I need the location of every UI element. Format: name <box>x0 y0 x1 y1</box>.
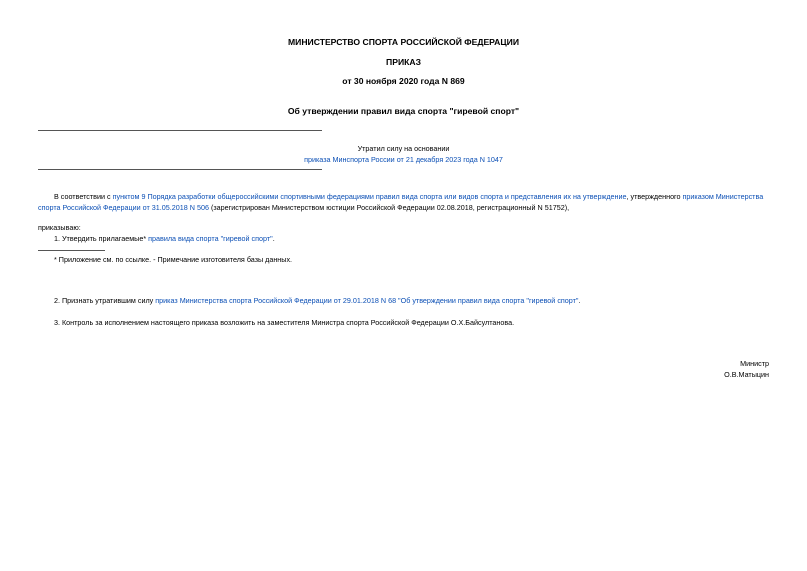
preamble-text-1: В соответствии с <box>54 192 113 201</box>
footnote-divider <box>38 250 105 251</box>
signature-name: О.В.Матыцин <box>724 370 769 379</box>
divider-top <box>38 130 322 131</box>
item-2-end: . <box>578 296 581 305</box>
item-1-link[interactable]: правила вида спорта "гиревой спорт" <box>148 234 273 243</box>
item-2 <box>54 295 774 306</box>
item-1-text: 1. Утвердить прилагаемые* <box>54 234 149 243</box>
repeal-notice-link[interactable]: приказа Минспорта России от 21 декабря 2023 года N 1047 <box>304 155 503 164</box>
item-2-text: 2. Признать утратившим силу <box>54 296 156 305</box>
order-word: приказываю: <box>38 223 81 232</box>
preamble-link-1[interactable]: пунктом 9 Порядка разработки общероссийскими спортивными федерациями правил вида спорта или видов спорта и представления их на утверждение <box>112 192 627 201</box>
repeal-notice <box>0 143 807 165</box>
page-title: Об утверждении правил вида спорта "гиревой спорт" <box>287 106 520 116</box>
item-3: 3. Контроль за исполнением настоящего приказа возложить на заместителя Министра спорта Российской Федерации О.Х.Байсултанова. <box>54 318 515 327</box>
signature-block <box>724 358 769 380</box>
item-2-link[interactable]: приказ Министерства спорта Российской Федерации от 29.01.2018 N 68 "Об утверждении правил вида спорта "гиревой спорт" <box>155 296 579 305</box>
divider-second <box>38 169 322 170</box>
date-number-heading: от 30 ноября 2020 года N 869 <box>342 76 465 86</box>
preamble-text-2: , утвержденного <box>626 192 683 201</box>
signature-position: Министр <box>740 359 769 368</box>
doc-type-heading: ПРИКАЗ <box>386 57 421 67</box>
preamble-text-3: (зарегистрирован Министерством юстиции Российской Федерации 02.08.2018, регистрационный N 51752), <box>208 203 570 212</box>
item-1 <box>54 233 774 244</box>
item-1-end: . <box>272 234 275 243</box>
repeal-notice-text: Утратил силу на основании <box>357 144 450 153</box>
preamble-paragraph <box>38 191 773 213</box>
preamble-link-2[interactable]: приказом Министерства спорта Российской Федерации от 31.05.2018 N 506 <box>38 192 764 212</box>
ministry-heading: МИНИСТЕРСТВО СПОРТА РОССИЙСКОЙ ФЕДЕРАЦИИ <box>287 37 519 47</box>
footnote: * Приложение см. по ссылке. - Примечание изготовителя базы данных. <box>54 255 293 264</box>
